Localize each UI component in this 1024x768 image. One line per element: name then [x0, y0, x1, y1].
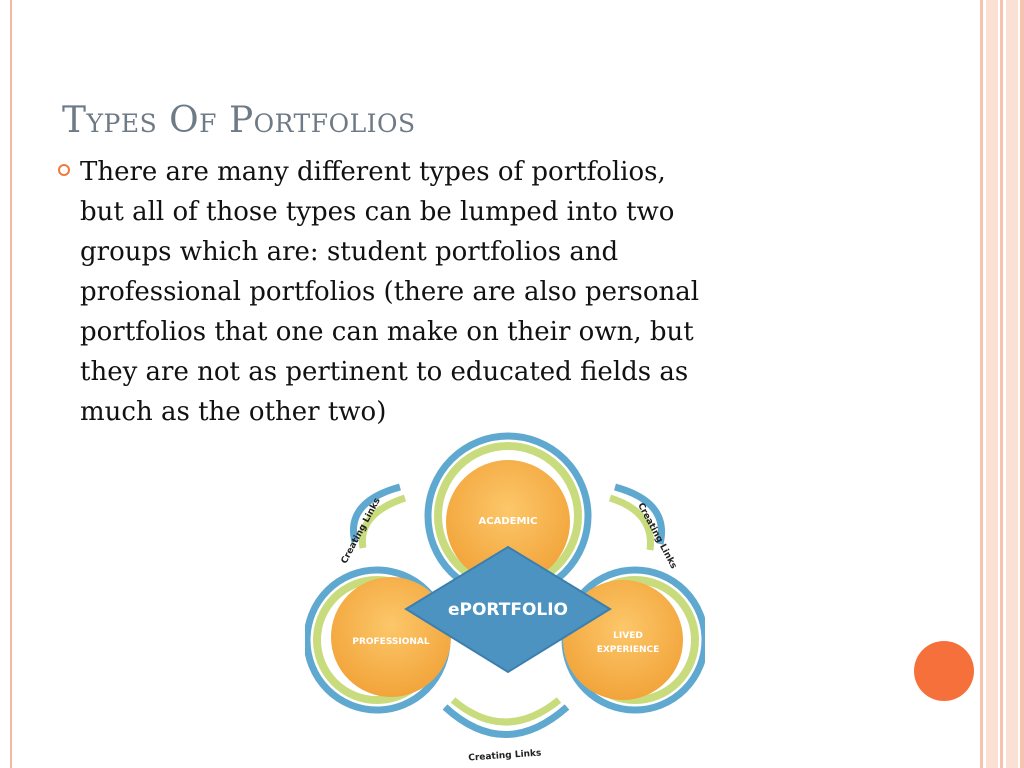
- bullet-text: There are many different types of portfolios, but all of those types can be lumped into two groups which are: student portfolios and professional portfolios (there are also personal portfolios that one can make on their own, but they are not as pertinent to educated fields as much as the other two): [80, 157, 700, 427]
- bullet-icon: [58, 164, 70, 176]
- bullet-item: [58, 152, 818, 432]
- label-creating-links-right: Creating Links: [635, 501, 679, 571]
- eportfolio-diagram: [305, 432, 705, 768]
- slide-title: Types Of Portfolios: [62, 100, 416, 141]
- label-academic: ACADEMIC: [478, 516, 538, 527]
- label-lived: LIVED: [613, 631, 643, 641]
- label-experience: EXPERIENCE: [596, 645, 660, 655]
- label-creating-links-left: Creating Links: [339, 496, 383, 566]
- label-creating-links-bottom: Creating Links: [468, 748, 542, 764]
- label-eportfolio: ePORTFOLIO: [447, 600, 569, 620]
- label-professional: PROFESSIONAL: [352, 637, 430, 647]
- right-border-stripes: [980, 0, 1024, 768]
- decorative-orange-dot: [914, 641, 974, 701]
- left-border-line: [10, 0, 12, 768]
